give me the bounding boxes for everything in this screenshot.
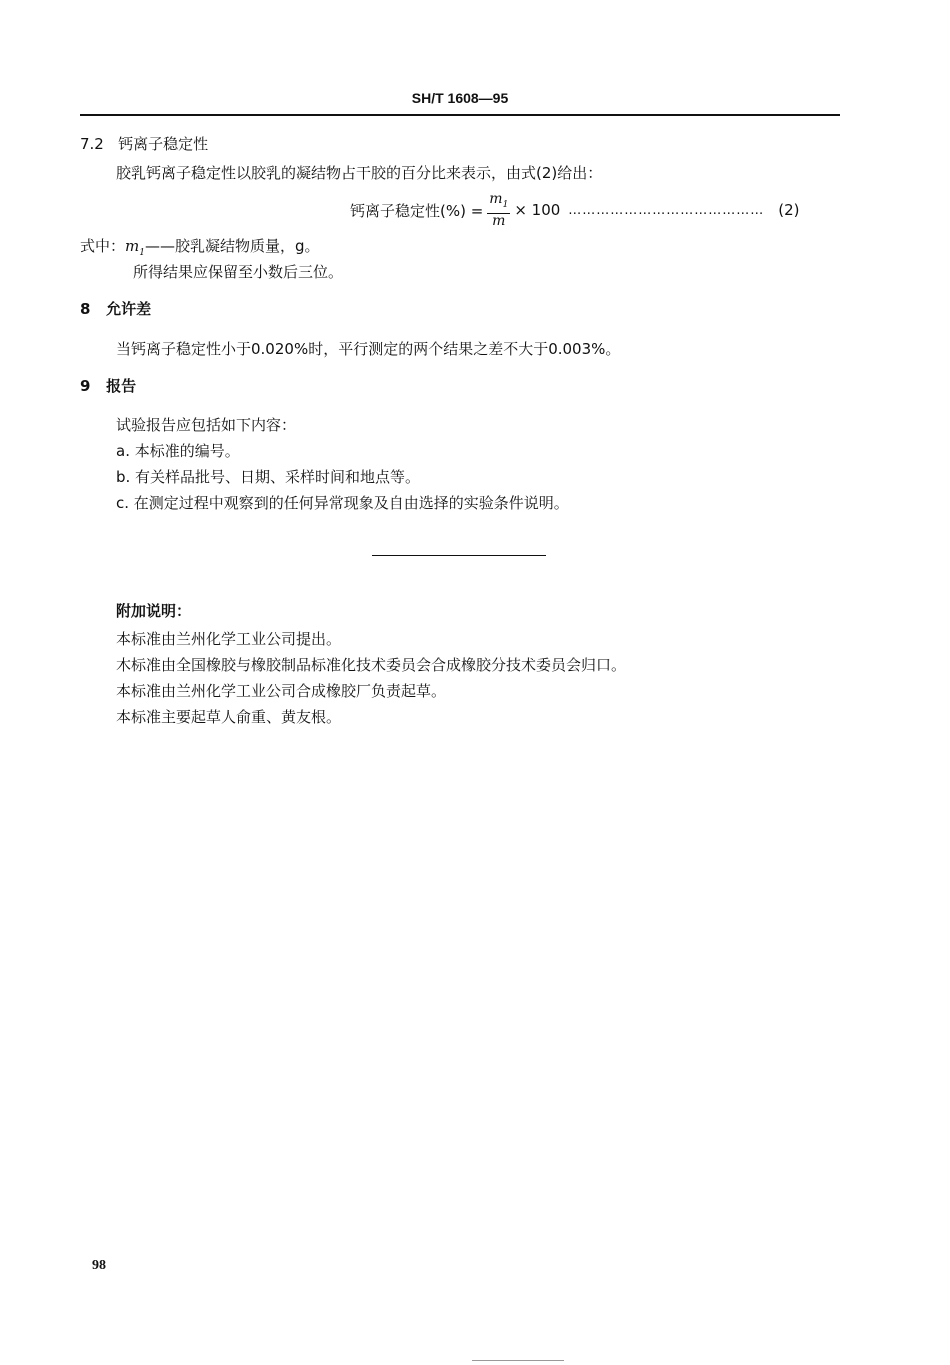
additional-note-line: 本标准由兰州化学工业公司提出。 bbox=[116, 630, 342, 648]
rounding-note: 所得结果应保留至小数后三位。 bbox=[133, 263, 344, 281]
section-9-number: 9 bbox=[80, 377, 91, 395]
formula-multiplier: × 100 bbox=[514, 201, 561, 220]
formula-denominator: m bbox=[492, 212, 506, 229]
section-8-heading bbox=[80, 298, 151, 319]
section-8-title: 允许差 bbox=[106, 300, 152, 318]
report-item-c: c. 在测定过程中观察到的任何异常现象及自由选择的实验条件说明。 bbox=[116, 494, 569, 512]
formula-numerator: $m_1$ bbox=[487, 192, 510, 214]
section-9-title: 报告 bbox=[106, 377, 137, 395]
section-8-body: 当钙离子稳定性小于0.020%时，平行测定的两个结果之差不大于0.003%。 bbox=[116, 340, 621, 358]
additional-notes-heading: 附加说明： bbox=[116, 602, 192, 620]
where-prefix: 式中： bbox=[80, 237, 126, 255]
formula-2 bbox=[350, 192, 800, 229]
section-9-intro: 试验报告应包括如下内容： bbox=[116, 416, 297, 434]
additional-note-line: 木标准由全国橡胶与橡胶制品标准化技术委员会合成橡胶分技术委员会归口。 bbox=[116, 656, 627, 674]
where-symbol: $m_1$ bbox=[125, 237, 145, 258]
standard-code: SH/T 1608—95 bbox=[411, 90, 509, 106]
additional-note-line: 本标准主要起草人俞重、黄友根。 bbox=[116, 708, 342, 726]
section-7-2-body: 胶乳钙离子稳定性以胶乳的凝结物占干胶的百分比来表示，由式(2)给出： bbox=[116, 164, 603, 182]
where-clause bbox=[80, 235, 320, 258]
end-of-text-rule bbox=[372, 555, 546, 556]
formula-fraction bbox=[487, 192, 510, 229]
where-text: ——胶乳凝结物质量，g。 bbox=[144, 237, 320, 255]
section-8-number: 8 bbox=[80, 300, 91, 318]
report-item-b: b. 有关样品批号、日期、采样时间和地点等。 bbox=[116, 468, 421, 486]
header-rule bbox=[80, 114, 840, 116]
scan-edge-mark bbox=[472, 1360, 564, 1361]
report-item-a: a. 本标准的编号。 bbox=[116, 442, 240, 460]
section-9-heading bbox=[80, 375, 136, 396]
formula-leader-dots: …………………………………… bbox=[568, 202, 765, 218]
equation-number: (2) bbox=[778, 201, 800, 220]
formula-lhs: 钙离子稳定性(%) = bbox=[350, 201, 484, 220]
section-7-2-heading bbox=[80, 133, 208, 154]
page-number: 98 bbox=[92, 1258, 106, 1273]
additional-note-line: 本标准由兰州化学工业公司合成橡胶厂负责起草。 bbox=[116, 682, 447, 700]
section-7-2-number: 7.2 bbox=[80, 135, 104, 153]
section-7-2-title: 钙离子稳定性 bbox=[118, 135, 209, 153]
